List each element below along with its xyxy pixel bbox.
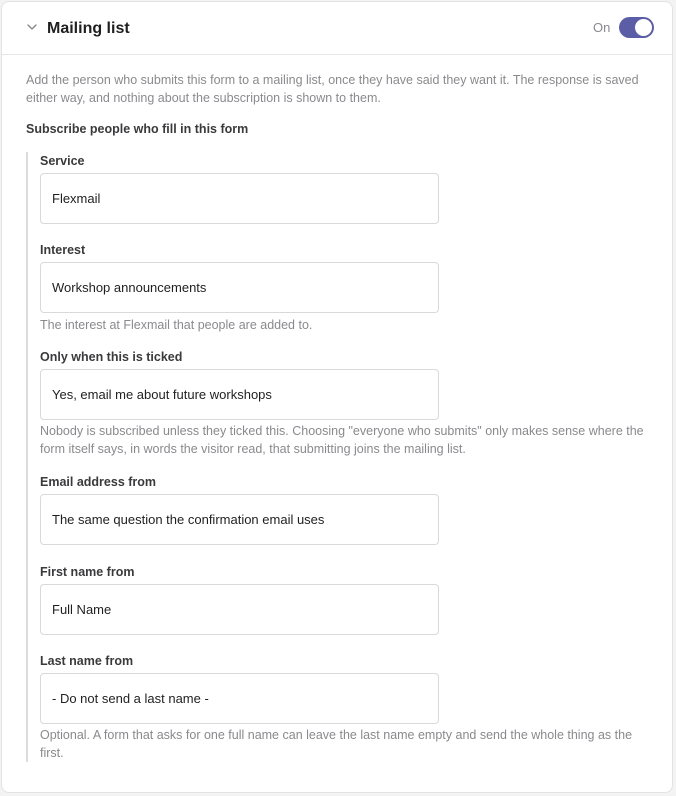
consent-select[interactable]	[40, 369, 439, 420]
group-rail	[26, 152, 28, 762]
panel-header[interactable]	[2, 2, 672, 55]
consent-label: Only when this is ticked	[40, 350, 183, 364]
interest-help: The interest at Flexmail that people are added to.	[40, 318, 313, 332]
interest-select[interactable]	[40, 262, 439, 313]
section-title: Mailing list	[47, 20, 130, 37]
last-name-label: Last name from	[40, 654, 134, 668]
last-name-help: Optional. A form that asks for one full name can leave the last name empty and send the whole thing as the first.	[40, 728, 633, 760]
interest-value: Workshop announcements	[52, 280, 207, 295]
consent-help: Nobody is subscribed unless they ticked this. Choosing "everyone who submits" only makes sense where the form itself says, in words the visitor read, that submitting joins the mailing list.	[40, 424, 644, 456]
chevron-down-icon[interactable]	[25, 20, 39, 34]
last-name-select[interactable]	[40, 673, 439, 724]
toggle-knob	[635, 19, 652, 36]
service-label: Service	[40, 154, 85, 168]
consent-value: Yes, email me about future workshops	[52, 387, 272, 402]
first-name-select[interactable]	[40, 584, 439, 635]
first-name-value: Full Name	[52, 602, 112, 617]
service-select[interactable]	[40, 173, 439, 224]
email-from-label: Email address from	[40, 475, 157, 489]
service-value: Flexmail	[52, 191, 101, 206]
intro-text: Add the person who submits this form to a mailing list, once they have said they want it. The response is saved either way, and nothing about the subscription is shown to them.	[26, 73, 639, 105]
first-name-label: First name from	[40, 565, 135, 579]
subscribe-heading: Subscribe people who fill in this form	[26, 122, 249, 136]
mailing-list-panel	[1, 1, 673, 793]
email-from-select[interactable]	[40, 494, 439, 545]
toggle-state-label: On	[593, 20, 611, 35]
mailing-list-toggle[interactable]	[619, 17, 654, 38]
email-from-value: The same question the confirmation email uses	[52, 512, 325, 527]
interest-label: Interest	[40, 243, 86, 257]
last-name-value: - Do not send a last name -	[52, 691, 209, 706]
